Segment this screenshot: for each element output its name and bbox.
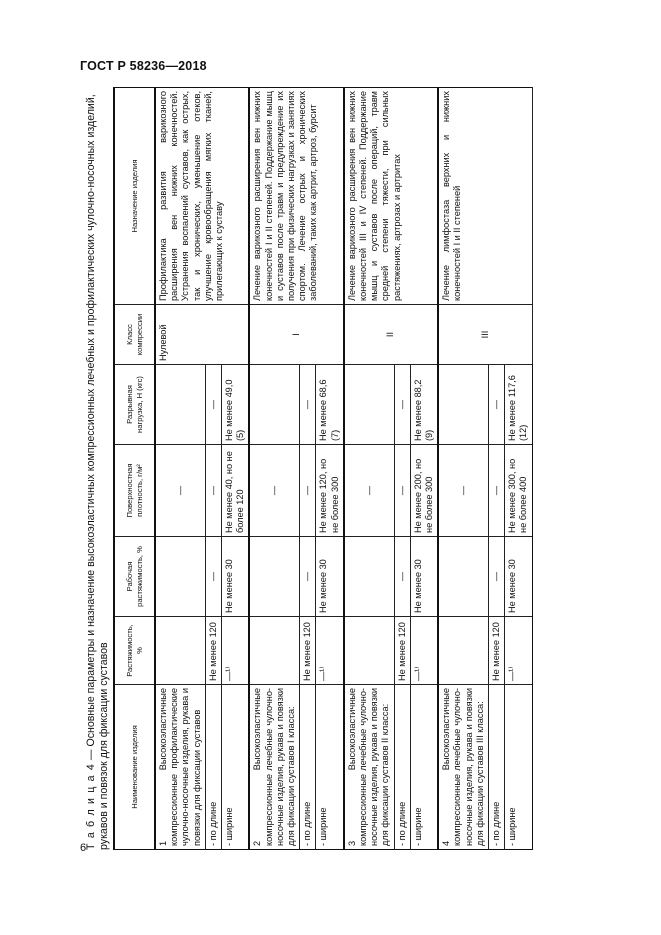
compression-class-cell: III xyxy=(438,305,532,365)
breaking-load-cell: — xyxy=(489,365,505,445)
working-elongation-cell xyxy=(438,537,488,617)
page-number: 6 xyxy=(80,842,87,854)
product-name-cell: - ширине xyxy=(505,685,532,850)
purpose-cell: Лечение лимфостаза верхних и нижних конечностей I и II степеней xyxy=(438,88,532,305)
density-cell: — xyxy=(300,445,316,537)
product-name-cell: 4 Высокоэластичные компрессионные лечебные чулочно-носочные изделия, рукава и повязки для фиксации суставов III класса: xyxy=(438,685,488,850)
working-elongation-cell: — xyxy=(300,537,316,617)
breaking-load-cell: — xyxy=(205,365,221,445)
density-cell: — xyxy=(155,445,205,537)
product-name-cell: - по длине xyxy=(489,685,505,850)
elongation-cell xyxy=(155,617,205,685)
product-name-cell: - ширине xyxy=(410,685,438,850)
working-elongation-cell: — xyxy=(489,537,505,617)
elongation-cell xyxy=(344,617,394,685)
compression-class-cell: I xyxy=(249,305,343,365)
col-header-name: Наименование изделия xyxy=(114,685,155,850)
product-name-cell: 2 Высокоэластичные компрессионные лечебные чулочно-носочные изделия, рукава и повязки для фиксации суставов I класса: xyxy=(249,685,299,850)
working-elongation-cell: — xyxy=(205,537,221,617)
document-header: ГОСТ Р 58236—2018 xyxy=(80,59,207,73)
density-cell: — xyxy=(205,445,221,537)
product-name-cell: - по длине xyxy=(394,685,410,850)
product-name-cell: - по длине xyxy=(205,685,221,850)
working-elongation-cell: Не менее 30 xyxy=(222,537,250,617)
working-elongation-cell xyxy=(344,537,394,617)
breaking-load-cell: Не менее 88,2 (9) xyxy=(410,365,438,445)
col-header-working-elongation: Рабочая растяжимость, % xyxy=(114,537,155,617)
purpose-cell: Профилактика развития варикозного расширения вен нижних конечностей. Устранения воспалений суставов, как острых, так и хронических, уменьшение отеков, улучшение кровообращения мягких тканей, прилегающих к суставу xyxy=(155,88,249,305)
table-row xyxy=(438,88,488,850)
breaking-load-cell: Не менее 117,6 (12) xyxy=(505,365,532,445)
product-name-cell: 3 Высокоэластичные компрессионные лечебные чулочно-носочные изделия, рукава и повязки для фиксации суставов II класса: xyxy=(344,685,394,850)
table-row xyxy=(344,88,394,850)
working-elongation-cell: Не менее 30 xyxy=(410,537,438,617)
elongation-cell xyxy=(438,617,488,685)
table-caption-text: — Основные параметры и назначение высокоэластичных компрессионных лечебных и профилактических чулочно-носочных изделий, рукавов и повязок для фиксации суставов xyxy=(85,94,110,850)
product-name-cell: - ширине xyxy=(316,685,344,850)
col-header-elongation: Растяжимость, % xyxy=(114,617,155,685)
col-header-compression-class: Класс компрессии xyxy=(114,305,155,365)
working-elongation-cell: — xyxy=(394,537,410,617)
col-header-density: Поверхностная плотность, г/м² xyxy=(114,445,155,537)
parameters-table xyxy=(113,87,533,850)
breaking-load-cell: Не менее 49,0 (5) xyxy=(222,365,250,445)
rotated-table-block xyxy=(85,88,565,850)
compression-class-cell: II xyxy=(344,305,438,365)
product-name-cell: - ширине xyxy=(222,685,250,850)
elongation-cell: Не менее 120 xyxy=(489,617,505,685)
elongation-cell: —¹⁾ xyxy=(505,617,532,685)
working-elongation-cell xyxy=(249,537,299,617)
breaking-load-cell: Не менее 68,6 (7) xyxy=(316,365,344,445)
working-elongation-cell: Не менее 30 xyxy=(316,537,344,617)
product-name-cell: 1 Высокоэластичные компрессионные профилактические чулочно-носочные изделия, рукава и повязки для фиксации суставов xyxy=(155,685,205,850)
density-cell: Не менее 40, но не более 120 xyxy=(222,445,250,537)
elongation-cell: Не менее 120 xyxy=(394,617,410,685)
compression-class-cell: Нулевой xyxy=(155,305,249,365)
breaking-load-cell xyxy=(249,365,299,445)
table-caption xyxy=(85,88,110,850)
elongation-cell: Не менее 120 xyxy=(300,617,316,685)
density-cell: — xyxy=(438,445,488,537)
product-name-cell: - по длине xyxy=(300,685,316,850)
breaking-load-cell xyxy=(438,365,488,445)
density-cell: Не менее 300, но не более 400 xyxy=(505,445,532,537)
working-elongation-cell: Не менее 30 xyxy=(505,537,532,617)
density-cell: Не менее 120, но не более 300 xyxy=(316,445,344,537)
breaking-load-cell xyxy=(155,365,205,445)
table-caption-label: Т а б л и ц а 4 xyxy=(85,763,97,850)
breaking-load-cell: — xyxy=(394,365,410,445)
breaking-load-cell: — xyxy=(300,365,316,445)
table-row xyxy=(155,88,205,850)
elongation-cell: Не менее 120 xyxy=(205,617,221,685)
elongation-cell: —¹⁾ xyxy=(316,617,344,685)
purpose-cell: Лечение варикозного расширения вен нижних конечностей I и II степеней. Поддержание мышц и суставов после травм и предупреждение их получения при физических нагрузках и занятиях спортом. Лечение острых и хронических заболеваний, таких как артрит, артроз, бурсит xyxy=(249,88,343,305)
density-cell: — xyxy=(249,445,299,537)
working-elongation-cell xyxy=(155,537,205,617)
elongation-cell: —¹⁾ xyxy=(222,617,250,685)
col-header-purpose: Назначение изделия xyxy=(114,88,155,305)
elongation-cell xyxy=(249,617,299,685)
elongation-cell: —¹⁾ xyxy=(410,617,438,685)
breaking-load-cell xyxy=(344,365,394,445)
col-header-breaking-load: Разрывная нагрузка, Н (кгс) xyxy=(114,365,155,445)
table-header-row xyxy=(114,88,155,850)
density-cell: Не менее 200, но не более 300 xyxy=(410,445,438,537)
density-cell: — xyxy=(489,445,505,537)
density-cell: — xyxy=(344,445,394,537)
table-row xyxy=(249,88,299,850)
purpose-cell: Лечение варикозного расширения вен нижних конечностей III и IV степеней. Поддержание мышц и суставов после операций, травм средней степени тяжести, при сильных растяжениях, артрозах и артритах xyxy=(344,88,438,305)
density-cell: — xyxy=(394,445,410,537)
